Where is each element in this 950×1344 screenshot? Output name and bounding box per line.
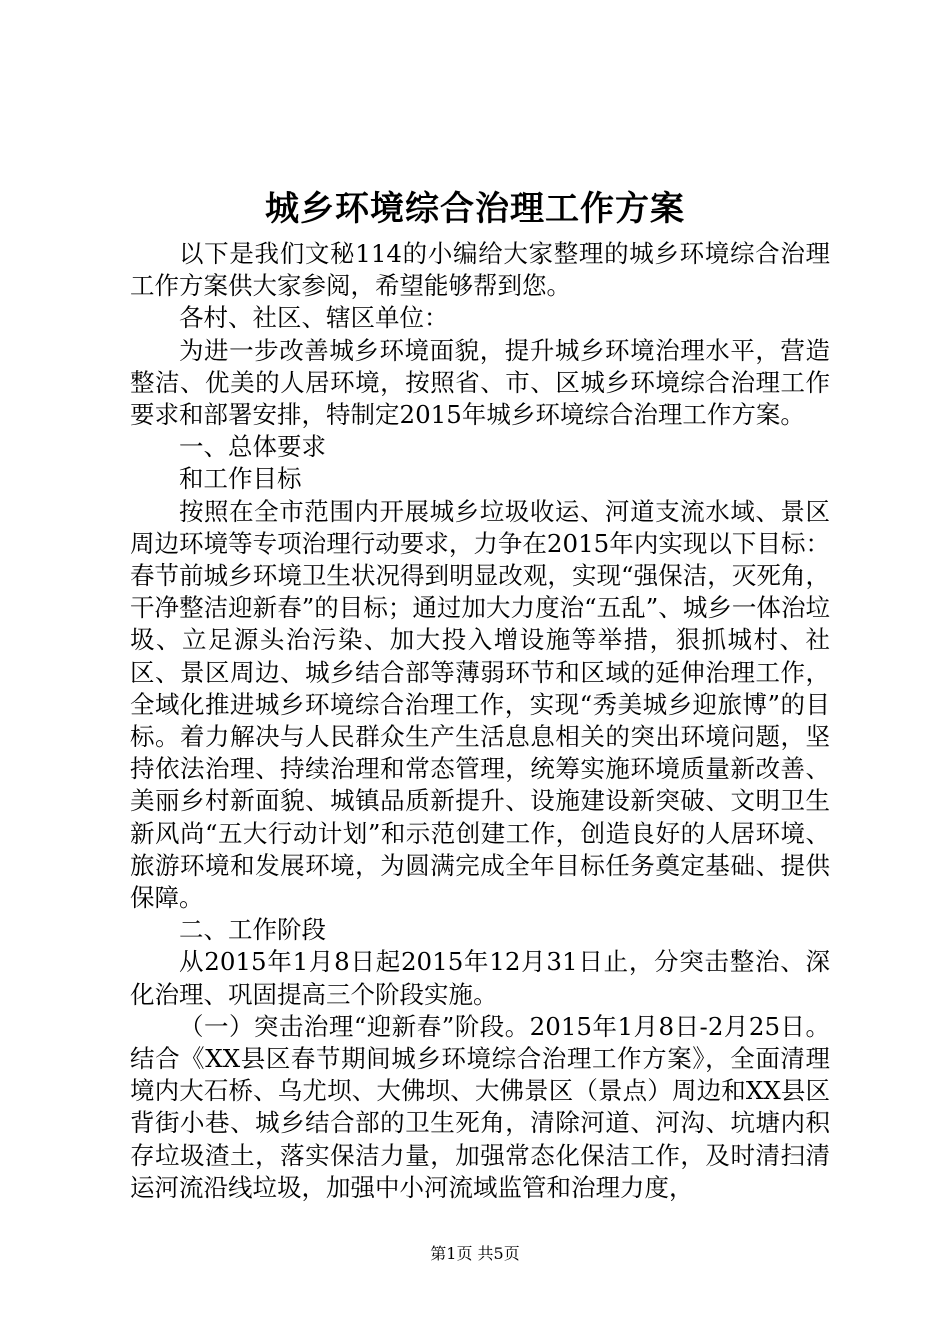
section-heading-2: 二、工作阶段 (179, 915, 326, 945)
paragraph-intro: 以下是我们文秘114的小编给大家整理的城乡环境综合治理工作方案供大家参阅，希望能够帮到您。 (130, 239, 830, 301)
paragraph-goals: 按照在全市范围内开展城乡垃圾收运、河道支流水域、景区周边环境等专项治理行动要求，力争在2015年内实现以下目标：春节前城乡环境卫生状况得到明显改观，实现“强保洁，灭死角，干净整洁迎新春”的目标；通过加大力度治“五乱”、城乡一体治垃圾、立足源头治污染、加大投入增设施等举措，狠抓城村、社区、景区周边、城乡结合部等薄弱环节和区域的延伸治理工作，全域化推进城乡环境综合治理工作，实现“秀美城乡迎旅博”的目标。着力解决与人民群众生产生活息息相关的突出环境问题，坚持依法治理、持续治理和常态管理，统筹实施环境质量新改善、美丽乡村新面貌、城镇品质新提升、设施建设新突破、文明卫生新风尚“五大行动计划”和示范创建工作，创造良好的人居环境、旅游环境和发展环境，为圆满完成全年目标任务奠定基础、提供保障。 (130, 496, 830, 913)
document-title: 城乡环境综合治理工作方案 (265, 189, 685, 229)
document-body (130, 238, 830, 1204)
paragraph-purpose: 为进一步改善城乡环境面貌，提升城乡环境治理水平，营造整洁、优美的人居环境，按照省、市、区城乡环境综合治理工作要求和部署安排，特制定2015年城乡环境综合治理工作方案。 (130, 335, 830, 430)
paragraph-stages: 从2015年1月8日起2015年12月31日止，分突击整治、深化治理、巩固提高三个阶段实施。 (130, 947, 830, 1009)
paragraph-stage-1: （一）突击治理“迎新春”阶段。2015年1月8日-2月25日。结合《XX县区春节期间城乡环境综合治理工作方案》，全面清理境内大石桥、乌尤坝、大佛坝、大佛景区（景点）周边和XX县区背街小巷、城乡结合部的卫生死角，清除河道、河沟、坑塘内积存垃圾渣土，落实保洁力量，加强常态化保洁工作，及时清扫清运河流沿线垃圾，加强中小河流域监管和治理力度， (130, 1011, 830, 1202)
section-heading-1: 一、总体要求 (179, 432, 326, 462)
paragraph-salutation: 各村、社区、辖区单位： (179, 303, 449, 333)
page-number-footer: 第1页 共5页 (430, 1244, 520, 1263)
section-heading-1-continued: 和工作目标 (179, 464, 302, 494)
